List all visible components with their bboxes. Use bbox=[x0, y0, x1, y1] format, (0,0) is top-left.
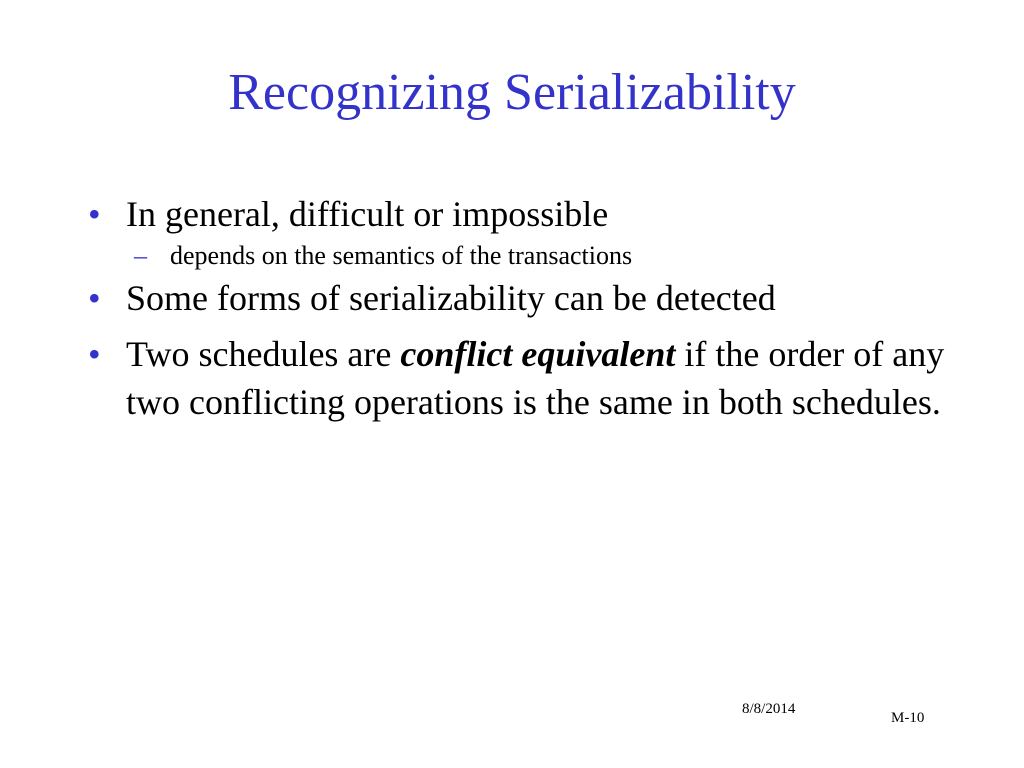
bullet-text: Some forms of serializability can be detected bbox=[126, 278, 776, 318]
bullet-marker: • bbox=[88, 278, 101, 318]
slide-title: Recognizing Serializability bbox=[228, 64, 796, 121]
bullet-item-3 bbox=[88, 330, 948, 426]
bullet-item-2 bbox=[88, 274, 948, 322]
bullet-text-before: Two schedules are bbox=[126, 334, 401, 374]
sub-bullet-text: depends on the semantics of the transactions bbox=[170, 241, 633, 270]
bullet-item-1 bbox=[88, 190, 948, 238]
footer-date: 8/8/2014 bbox=[742, 701, 796, 717]
bullet-emphasis: conflict equivalent bbox=[400, 334, 676, 374]
sub-bullet-item-1 bbox=[88, 238, 948, 274]
footer-page-number: M-10 bbox=[891, 710, 925, 726]
bullet-text-after: if the order of any two conflicting operations is the same in both schedules. bbox=[126, 334, 945, 422]
bullet-marker: • bbox=[88, 194, 101, 234]
bullet-text: In general, difficult or impossible bbox=[126, 194, 609, 234]
bullet-marker: • bbox=[88, 334, 101, 374]
dash-marker: – bbox=[134, 241, 147, 270]
bullet-list bbox=[88, 190, 948, 426]
